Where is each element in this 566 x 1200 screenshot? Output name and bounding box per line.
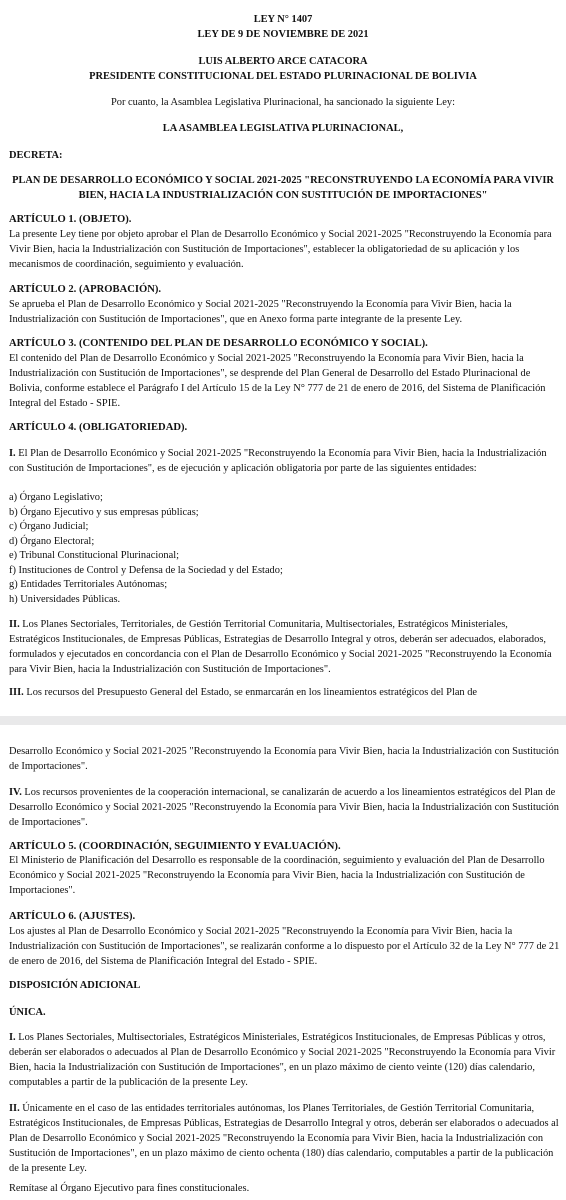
paragraph-number: II. <box>9 1103 20 1114</box>
article-4-par-3-start <box>9 685 477 700</box>
entity-item: c) Órgano Judicial; <box>9 521 89 532</box>
assembly-heading: LA ASAMBLEA LEGISLATIVA PLURINACIONAL, <box>162 123 404 134</box>
entity-item: d) Órgano Electoral; <box>9 536 95 547</box>
article-4-par-1 <box>9 446 561 476</box>
disposition-par-1 <box>9 1030 561 1090</box>
article-4-par-2 <box>9 617 561 677</box>
closing-line: Remítase al Órgano Ejecutivo para fines constitucionales. <box>9 1183 250 1194</box>
paragraph-text: Únicamente en el caso de las entidades territoriales autónomas, los Planes Territoriales, de Gestión Territorial Comunitaria, Estratégicos Institucionales, de Empresas Públicas, Estrategias de Desarrollo Integral y otros, deberán ser elaborados o adecuados al Plan de Desarrollo Económico y Social 2021-2025 "Reconstruyendo la Economía para Vivir Bien, hacia la Industrialización con Sustitución de Importaciones", en un plazo máximo de ciento ochenta (180) días calendario, computables a partir de la publicación de la presente Ley. <box>9 1103 559 1174</box>
paragraph-text: El Plan de Desarrollo Económico y Social 2021-2025 "Reconstruyendo la Economía para Vivir Bien, hacia la Industrialización con Sustitución de Importaciones", es de ejecución y aplicación obligatoria por parte de las siguientes entidades: <box>9 448 547 474</box>
entity-item: g) Entidades Territoriales Autónomas; <box>9 579 168 590</box>
paragraph-number: I. <box>9 1032 16 1043</box>
law-date: LEY DE 9 DE NOVIEMBRE DE 2021 <box>197 29 369 40</box>
article-4-par-3-end: Desarrollo Económico y Social 2021-2025 "Reconstruyendo la Economía para Vivir Bien, hacia la Industrialización con Sustitución de Importaciones". <box>9 746 559 772</box>
entity-item: h) Universidades Públicas. <box>9 594 121 605</box>
article-6-title: ARTÍCULO 6. (AJUSTES). <box>9 911 136 922</box>
article-1-text: La presente Ley tiene por objeto aprobar el Plan de Desarrollo Económico y Social 2021-2025 "Reconstruyendo la Economía para Vivir Bien, hacia la Industrialización con Sustitución de Importaciones", establecer la obligatoriedad de su aplicación y los mecanismos de coordinación, seguimiento y evaluación. <box>9 229 552 270</box>
article-4-par-4 <box>9 785 561 830</box>
entity-item: e) Tribunal Constitucional Plurinacional; <box>9 550 179 561</box>
paragraph-text: Los recursos del Presupuesto General del Estado, se enmarcarán en los lineamientos estratégicos del Plan de <box>26 687 478 698</box>
article-4-title: ARTÍCULO 4. (OBLIGATORIEDAD). <box>9 422 188 433</box>
disposition-par-2 <box>9 1101 561 1176</box>
paragraph-text: Los Planes Sectoriales, Multisectoriales, Estratégicos Ministeriales, Estratégicos Institucionales, de Empresas Públicas y otros, deberán ser elaborados o adecuados al Plan de Desarrollo Económico y Social 2021-2025 "Reconstruyendo la Economía para Vivir Bien, hacia la Industrialización con Sustitución de Importaciones", en un plazo máximo de ciento veinte (120) días calendario, computables a partir de la publicación de la presente Ley. <box>9 1032 556 1088</box>
unica-heading: ÚNICA. <box>9 1007 46 1018</box>
article-5-text: El Ministerio de Planificación del Desarrollo es responsable de la coordinación, seguimiento y evaluación del Plan de Desarrollo Económico y Social 2021-2025 "Reconstruyendo la Economía para Vivir Bien, hacia la Industrialización con Sustitución de Importaciones". <box>9 855 545 896</box>
paragraph-number: III. <box>9 687 24 698</box>
article-3-title: ARTÍCULO 3. (CONTENIDO DEL PLAN DE DESARROLLO ECONÓMICO Y SOCIAL). <box>9 338 428 349</box>
entity-item: a) Órgano Legislativo; <box>9 492 103 503</box>
plan-title: PLAN DE DESARROLLO ECONÓMICO Y SOCIAL 2021-2025 "RECONSTRUYENDO LA ECONOMÍA PARA VIVIR BIEN, HACIA LA INDUSTRIALIZACIÓN CON SUSTITUCIÓN DE IMPORTACIONES" <box>12 175 554 201</box>
president-title: PRESIDENTE CONSTITUCIONAL DEL ESTADO PLURINACIONAL DE BOLIVIA <box>89 71 477 82</box>
entity-item: b) Órgano Ejecutivo y sus empresas públicas; <box>9 507 199 518</box>
entity-item: f) Instituciones de Control y Defensa de la Sociedad y del Estado; <box>9 565 283 576</box>
disposition-title: DISPOSICIÓN ADICIONAL <box>9 980 141 991</box>
paragraph-number: II. <box>9 619 20 630</box>
article-5-title: ARTÍCULO 5. (COORDINACIÓN, SEGUIMIENTO Y EVALUACIÓN). <box>9 841 341 852</box>
article-2-title: ARTÍCULO 2. (APROBACIÓN). <box>9 284 162 295</box>
document-page-2 <box>0 725 566 1200</box>
law-number: LEY N° 1407 <box>253 14 313 25</box>
paragraph-text: Los recursos provenientes de la cooperación internacional, se canalizarán de acuerdo a los lineamientos estratégicos del Plan de Desarrollo Económico y Social 2021-2025 "Reconstruyendo la Economía para Vivir Bien, hacia la Industrialización con Sustitución de Importaciones". <box>9 787 559 828</box>
por-cuanto: Por cuanto, la Asamblea Legislativa Plurinacional, ha sancionado la siguiente Ley: <box>111 97 455 108</box>
article-2-text: Se aprueba el Plan de Desarrollo Económico y Social 2021-2025 "Reconstruyendo la Economía para Vivir Bien, hacia la Industrialización con Sustitución de Importaciones", que en Anexo forma parte integrante de la presente Ley. <box>9 299 512 325</box>
article-3-text: El contenido del Plan de Desarrollo Económico y Social 2021-2025 "Reconstruyendo la Economía para Vivir Bien, hacia la Industrialización con Sustitución de Importaciones", se desprende del Plan General de Desarrollo del Estado Plurinacional de Bolivia, conforme establece el Parágrafo I del Artículo 15 de la Ley N° 777 de 21 de enero de 2016, del Sistema de Planificación Integral del Estado - SPIE. <box>9 353 546 409</box>
decreta-heading: DECRETA: <box>9 150 63 161</box>
article-1-title: ARTÍCULO 1. (OBJETO). <box>9 214 132 225</box>
paragraph-number: I. <box>9 448 16 459</box>
page-separator <box>0 716 566 725</box>
paragraph-number: IV. <box>9 787 22 798</box>
president-name: LUIS ALBERTO ARCE CATACORA <box>198 56 368 67</box>
article-6-text: Los ajustes al Plan de Desarrollo Económico y Social 2021-2025 "Reconstruyendo la Economía para Vivir Bien, hacia la Industrialización con Sustitución de Importaciones", se realizarán conforme a lo dispuesto por el Artículo 32 de la Ley N° 777 de 21 de enero de 2016, del Sistema de Planificación Integral del Estado - SPIE. <box>9 926 560 967</box>
paragraph-text: Los Planes Sectoriales, Territoriales, de Gestión Territorial Comunitaria, Multisectoriales, Estratégicos Ministeriales, Estratégicos Institucionales, de Empresas Públicas, Estrategias de Desarrollo Integral y otros, deberán ser adecuados, elaborados, formulados y ejecutados en concordancia con el Plan de Desarrollo Económico y Social 2021-2025 "Reconstruyendo la Economía para Vivir Bien, hacia la Industrialización con Sustitución de Importaciones". <box>9 619 552 675</box>
